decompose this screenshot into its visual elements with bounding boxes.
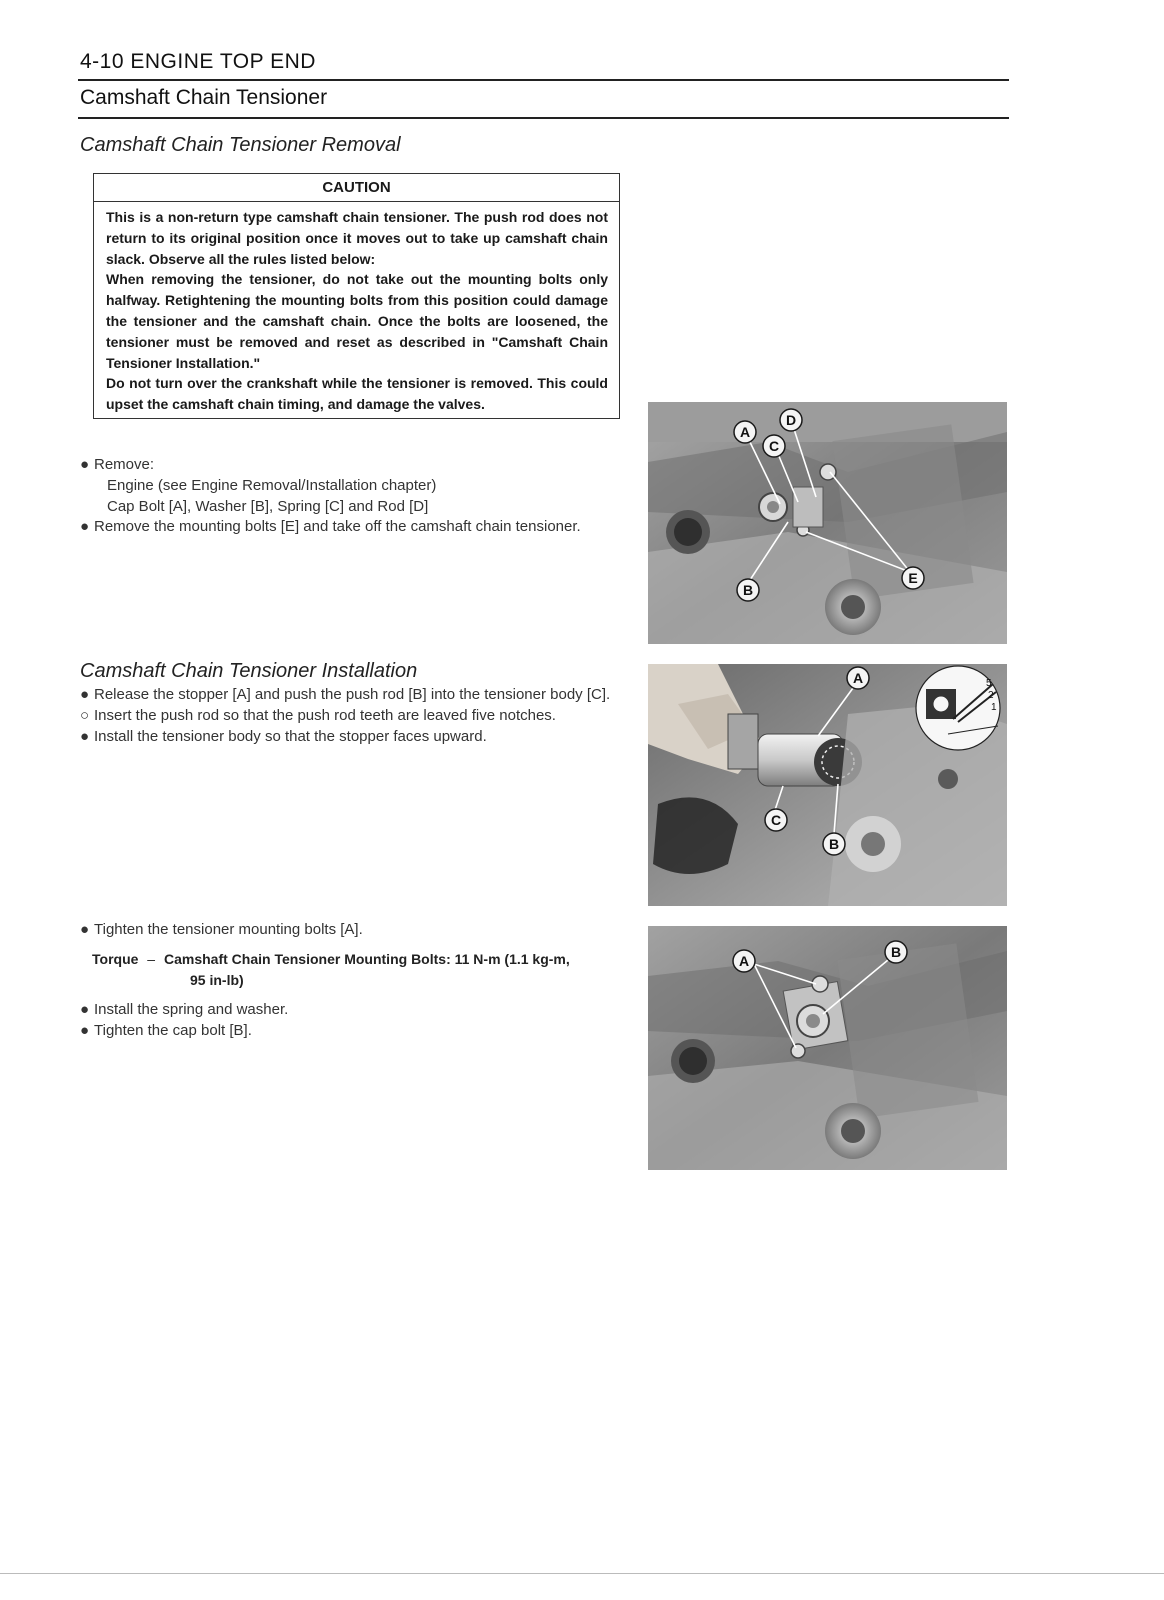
step-text: Remove the mounting bolts [E] and take off the camshaft chain tensioner. [94, 518, 581, 536]
inset-number: 1 [991, 702, 997, 713]
page-bottom-rule [0, 1573, 1164, 1574]
svg-text:B: B [828, 836, 840, 852]
tensioner-installation-photo [648, 664, 1007, 906]
caution-paragraph: This is a non-return type camshaft chain tensioner. The push rod does not return to its original position once it moves out to take up camshaft chain slack. Observe all the rules listed below: [106, 209, 608, 267]
push-rod-inset [916, 666, 1000, 750]
step-insert-push-rod [80, 706, 620, 727]
caution-box [93, 173, 620, 419]
svg-text:C: C [768, 438, 780, 454]
callout-c [765, 809, 787, 831]
torque-dash: – [147, 951, 156, 967]
step-text: Release the stopper [A] and push the push rod [B] into the tensioner body [C]. [94, 686, 611, 703]
svg-text:D: D [785, 412, 797, 428]
final-steps [80, 1000, 620, 1042]
svg-text:E: E [908, 570, 918, 586]
page-title: Camshaft Chain Tensioner [80, 86, 328, 109]
bullet-icon: ● [80, 727, 90, 745]
bullet-icon: ● [80, 1001, 90, 1018]
step-text: Install the tensioner body so that the stopper faces upward. [94, 727, 487, 745]
bullet-icon: ● [80, 1021, 90, 1039]
svg-text:B: B [742, 582, 754, 598]
step-remove [80, 455, 620, 476]
step-install-spring [80, 1000, 620, 1021]
callout-b [885, 941, 907, 963]
bullet-icon: ● [80, 921, 90, 938]
inset-number: 5 [986, 678, 992, 689]
bullet-icon: ● [80, 518, 90, 536]
callout-a [847, 667, 869, 689]
step-tighten-cap-bolt [80, 1021, 620, 1042]
step-install-body [80, 727, 620, 748]
callout-c [763, 435, 785, 457]
tensioner-mounted-photo [648, 926, 1007, 1170]
bullet-icon: ● [80, 686, 90, 703]
torque-line [92, 949, 622, 970]
svg-text:A: A [738, 953, 750, 969]
caution-title: CAUTION [94, 174, 619, 202]
bullet-icon: ● [80, 456, 90, 473]
tensioner-mounted-figure [648, 926, 1007, 1170]
remove-item: Cap Bolt [A], Washer [B], Spring [C] and Rod [D] [107, 497, 429, 515]
callout-b [823, 833, 845, 855]
step-text: Tighten the tensioner mounting bolts [A]. [94, 921, 363, 938]
installation-heading: Camshaft Chain Tensioner Installation [80, 660, 418, 682]
step-text: Install the spring and washer. [94, 1001, 289, 1018]
step-remove-bolts [80, 517, 620, 538]
torque-label: Torque [92, 951, 139, 967]
callout-a [734, 421, 756, 443]
header-rule [78, 79, 1009, 81]
caution-paragraph: When removing the tensioner, do not take out the mounting bolts only halfway. Retightening the mounting bolts from this position could damage the tensioner and the camshaft chain. Once the bolts are loosened, the tensioner must be removed and reset as described in "Camshaft Chain Tensioner Installation." [106, 271, 608, 371]
tensioner-installation-figure [648, 664, 1007, 906]
callout-a [733, 950, 755, 972]
caution-body [94, 202, 619, 415]
step-release-stopper [80, 685, 620, 706]
section-header: 4-10 ENGINE TOP END [80, 50, 316, 73]
tensioner-removal-photo [648, 402, 1007, 644]
svg-text:A: A [739, 424, 751, 440]
callout-d [780, 409, 802, 431]
tensioner-removal-figure [648, 402, 1007, 644]
tighten-steps [80, 920, 620, 941]
step-text: Tighten the cap bolt [B]. [94, 1021, 252, 1039]
removal-heading: Camshaft Chain Tensioner Removal [80, 134, 401, 156]
remove-item: Engine (see Engine Removal/Installation chapter) [107, 476, 437, 494]
callout-b [737, 579, 759, 601]
torque-value-line2: 95 in-lb) [190, 972, 244, 988]
callout-e [902, 567, 924, 589]
svg-text:B: B [890, 944, 902, 960]
torque-spec [92, 949, 622, 991]
removal-steps [80, 455, 620, 538]
step-tighten-bolts [80, 920, 620, 941]
installation-steps [80, 685, 620, 747]
caution-paragraph: Do not turn over the crankshaft while the tensioner is removed. This could upset the camshaft chain timing, and damage the valves. [106, 375, 608, 413]
title-rule [78, 117, 1009, 119]
svg-text:A: A [852, 670, 864, 686]
inset-number: 2 [988, 690, 994, 701]
step-text: Remove: [94, 456, 155, 473]
svg-text:C: C [770, 812, 782, 828]
step-text: Insert the push rod so that the push rod teeth are leaved five notches. [94, 706, 556, 724]
hollow-bullet-icon: ○ [80, 706, 90, 724]
torque-value-line1: Camshaft Chain Tensioner Mounting Bolts: 11 N-m (1.1 kg-m, [163, 951, 570, 967]
